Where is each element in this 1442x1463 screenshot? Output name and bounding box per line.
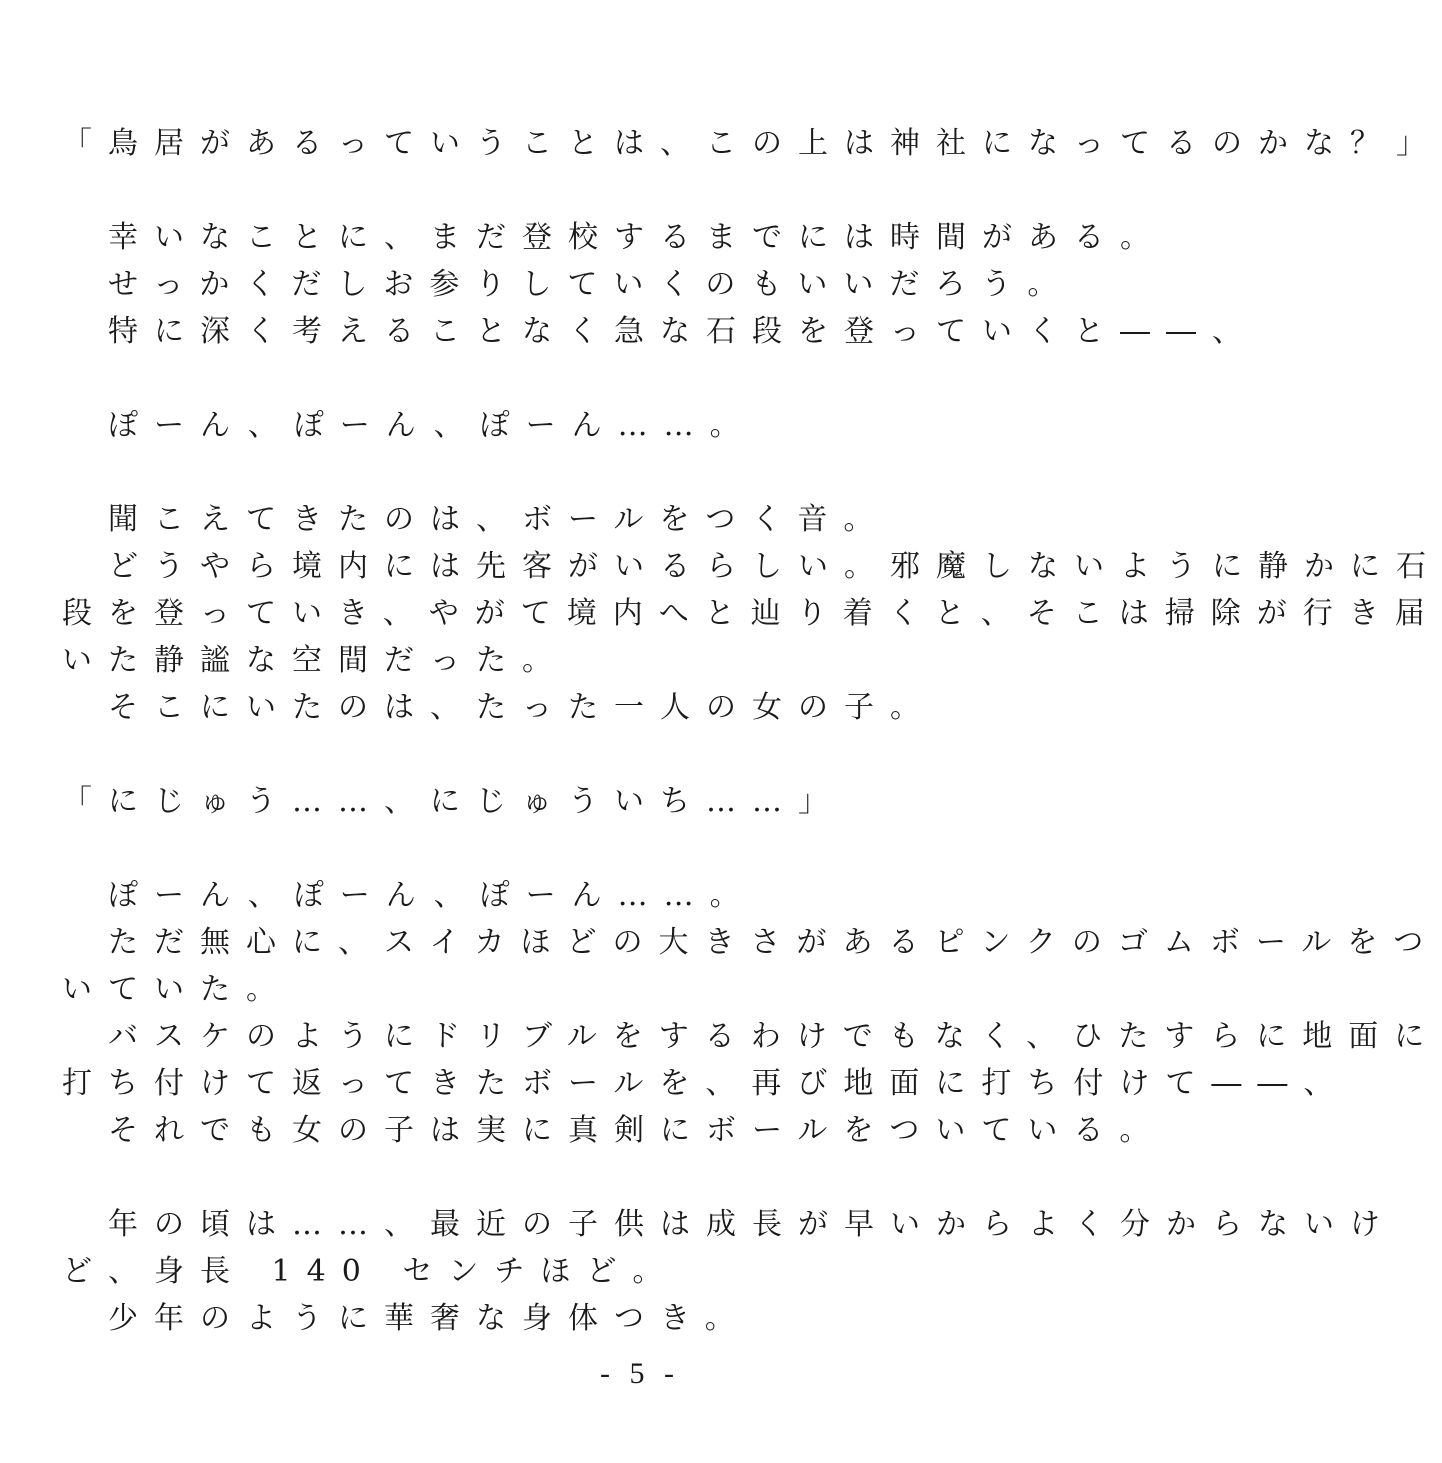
text-line: いていた。 (62, 972, 292, 1007)
text-line: 少年のように華奢な身体つき。 (62, 1301, 751, 1336)
text-line: バスケのようにドリブルをするわけでもなく、ひたすらに地面に (62, 1019, 1441, 1054)
text-line: ど、身長 140 センチほど。 (62, 1254, 679, 1289)
text-line: 段を登っていき、やがて境内へと辿り着くと、そこは掃除が行き届 (62, 596, 1441, 631)
text-line: ぽーん、ぽーん、ぽーん……。 (62, 408, 756, 443)
text-line: いた静謐な空間だった。 (62, 643, 568, 678)
text-line: それでも女の子は実に真剣にボールをついている。 (62, 1113, 1166, 1148)
text-line: 年の頃は……、最近の子供は成長が早いからよく分からないけ (62, 1207, 1396, 1242)
text-line: ただ無心に、スイカほどの大きさがあるピンクのゴムボールをつ (62, 925, 1440, 960)
text-line: 幸いなことに、まだ登校するまでには時間がある。 (62, 220, 1166, 255)
text-line: そこにいたのは、たった一人の女の子。 (62, 690, 936, 725)
text-line: ぽーん、ぽーん、ぽーん……。 (62, 878, 756, 913)
text-line: 聞こえてきたのは、ボールをつく音。 (62, 502, 890, 537)
text-line: 「にじゅう……、にじゅういち……」 (62, 784, 844, 819)
text-line: 打ち付けて返ってきたボールを、再び地面に打ち付けて――、 (62, 1066, 1350, 1101)
text-line: 特に深く考えることなく急な石段を登っていくと――、 (62, 314, 1258, 349)
text-line: どうやら境内には先客がいるらしい。邪魔しないように静かに石 (62, 549, 1442, 584)
text-line: せっかくだしお参りしていくのもいいだろう。 (62, 267, 1074, 302)
text-line: 「鳥居があるっていうことは、この上は神社になってるのかな？」 (62, 126, 1442, 161)
page-number: - 5 - (600, 1357, 680, 1390)
